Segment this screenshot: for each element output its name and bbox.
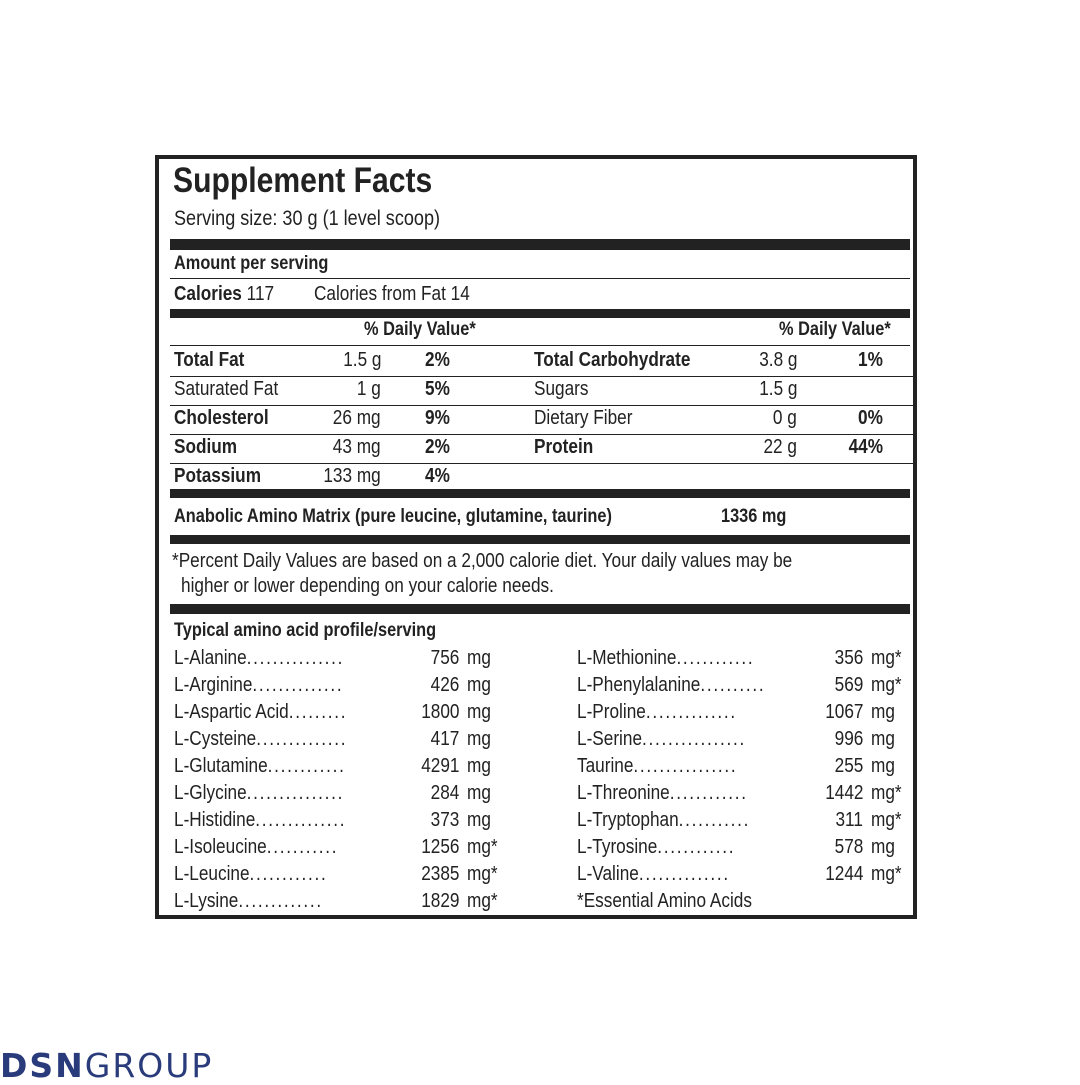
amino-dots: .............. bbox=[256, 728, 348, 750]
nutrient-name bbox=[174, 407, 284, 430]
amino-unit-text: mg bbox=[871, 755, 895, 777]
nutrient-amount bbox=[719, 378, 797, 401]
amino-value-text: 2385 bbox=[420, 863, 459, 885]
nutrient-amount-text: 26 mg bbox=[333, 407, 381, 429]
amino-name-dots bbox=[577, 836, 735, 859]
amino-name-dots bbox=[174, 755, 346, 778]
nutrient-amount bbox=[719, 407, 797, 430]
nutrient-dv bbox=[425, 436, 454, 459]
dv-header-left: % Daily Value* bbox=[364, 319, 476, 340]
amino-name-dots bbox=[577, 755, 737, 778]
amino-value-text: 373 bbox=[430, 809, 459, 831]
amino-name-dots bbox=[577, 701, 737, 724]
amino-unit bbox=[871, 863, 907, 886]
calories-from-fat: Calories from Fat 14 bbox=[314, 283, 470, 305]
amino-name-dots bbox=[577, 809, 750, 832]
amino-dots: ........... bbox=[266, 836, 339, 858]
nutrient-dv-text: 44% bbox=[848, 436, 883, 458]
row-divider bbox=[170, 376, 915, 377]
amino-value bbox=[803, 755, 863, 778]
amino-unit bbox=[467, 755, 495, 778]
amino-value bbox=[803, 863, 863, 886]
amino-dots: .............. bbox=[252, 674, 344, 696]
amino-name-dots bbox=[174, 863, 328, 886]
amino-unit-text: mg bbox=[467, 728, 491, 750]
nutrient-dv-text: 2% bbox=[425, 436, 450, 458]
nutrient-name bbox=[534, 349, 716, 372]
amino-value-text: 356 bbox=[834, 647, 863, 669]
amino-name-dots bbox=[174, 728, 347, 751]
amino-unit bbox=[871, 701, 899, 724]
row-divider bbox=[170, 463, 915, 464]
amino-dots: ............... bbox=[246, 782, 345, 804]
nutrient-name-text: Total Carbohydrate bbox=[534, 349, 691, 371]
nutrient-amount bbox=[289, 465, 381, 488]
amino-value bbox=[803, 782, 863, 805]
nutrient-dv-text: 0% bbox=[858, 407, 883, 429]
amino-name: L-Histidine bbox=[174, 809, 256, 831]
nutrient-dv bbox=[819, 436, 883, 459]
amino-name: L-Serine bbox=[577, 728, 643, 750]
amino-value bbox=[399, 863, 459, 886]
amino-value bbox=[803, 836, 863, 859]
amino-value bbox=[803, 728, 863, 751]
nutrient-dv-text: 2% bbox=[425, 349, 450, 371]
amino-unit-text: mg bbox=[467, 782, 491, 804]
nutrient-amount-text: 22 g bbox=[763, 436, 797, 458]
nutrient-amount-text: 1.5 g bbox=[758, 378, 797, 400]
divider-thick bbox=[170, 604, 910, 614]
amino-dots: ............ bbox=[267, 755, 346, 777]
calories-value: 117 bbox=[246, 283, 275, 305]
amino-name-dots bbox=[174, 647, 344, 670]
nutrient-amount bbox=[719, 349, 797, 372]
nutrient-name-text: Protein bbox=[534, 436, 594, 458]
row-divider bbox=[170, 405, 915, 406]
amino-name-dots bbox=[174, 809, 346, 832]
nutrient-dv bbox=[425, 349, 454, 372]
amino-name: L-Arginine bbox=[174, 674, 253, 696]
amino-value bbox=[803, 701, 863, 724]
amino-value-text: 1800 bbox=[420, 701, 459, 723]
amino-dots: .............. bbox=[255, 809, 347, 831]
footnote-line2: higher or lower depending on your calorie needs. bbox=[181, 575, 554, 597]
amino-value bbox=[399, 890, 459, 913]
amino-unit-text: mg* bbox=[871, 809, 902, 831]
amino-name-dots bbox=[174, 674, 343, 697]
nutrient-dv bbox=[425, 465, 454, 488]
amino-unit bbox=[871, 728, 899, 751]
nutrient-name bbox=[174, 436, 247, 459]
amino-name: L-Tryptophan bbox=[577, 809, 679, 831]
nutrient-name bbox=[534, 436, 603, 459]
amino-value-text: 426 bbox=[430, 674, 459, 696]
nutrient-name-text: Potassium bbox=[174, 465, 261, 487]
amino-value bbox=[399, 728, 459, 751]
amino-unit bbox=[467, 863, 503, 886]
calories-row bbox=[174, 283, 290, 306]
amino-name: L-Isoleucine bbox=[174, 836, 267, 858]
amino-name: L-Lysine bbox=[174, 890, 239, 912]
amino-value-text: 1829 bbox=[420, 890, 459, 912]
amino-unit-text: mg bbox=[467, 674, 491, 696]
amount-per-serving: Amount per serving bbox=[174, 253, 329, 274]
nutrient-dv bbox=[819, 349, 883, 372]
amino-unit bbox=[467, 647, 495, 670]
nutrient-amount-text: 43 mg bbox=[333, 436, 381, 458]
nutrient-amount bbox=[289, 378, 381, 401]
amino-dots: ............ bbox=[676, 647, 755, 669]
amino-unit-text: mg* bbox=[467, 863, 498, 885]
amino-name: L-Threonine bbox=[577, 782, 670, 804]
amino-unit-text: mg* bbox=[467, 836, 498, 858]
amino-unit-text: mg* bbox=[871, 863, 902, 885]
amino-unit bbox=[871, 782, 907, 805]
divider-thin bbox=[170, 345, 910, 346]
nutrient-name-text: Sugars bbox=[534, 378, 589, 400]
nutrient-amount-text: 3.8 g bbox=[758, 349, 797, 371]
matrix-value: 1336 mg bbox=[721, 506, 787, 527]
amino-name: L-Leucine bbox=[174, 863, 250, 885]
amino-name-dots bbox=[577, 728, 746, 751]
divider-thick bbox=[170, 489, 910, 498]
divider-thick bbox=[170, 239, 910, 250]
nutrient-name bbox=[534, 407, 648, 430]
amino-unit bbox=[467, 836, 503, 859]
amino-dots: .............. bbox=[638, 863, 730, 885]
amino-value bbox=[399, 836, 459, 859]
amino-value-text: 1256 bbox=[420, 836, 459, 858]
amino-header: Typical amino acid profile/serving bbox=[174, 620, 437, 641]
amino-unit-text: mg bbox=[871, 836, 895, 858]
nutrient-amount-text: 0 g bbox=[773, 407, 797, 429]
supplement-facts-panel bbox=[155, 155, 917, 919]
amino-value bbox=[399, 782, 459, 805]
divider-thin bbox=[170, 278, 910, 279]
footnote-line1: *Percent Daily Values are based on a 2,000 calorie diet. Your daily values may be bbox=[172, 550, 793, 572]
amino-name: L-Glutamine bbox=[174, 755, 268, 777]
amino-value bbox=[399, 701, 459, 724]
amino-dots: ................ bbox=[642, 728, 747, 750]
amino-name-dots bbox=[577, 782, 748, 805]
amino-value bbox=[803, 674, 863, 697]
nutrient-amount bbox=[719, 436, 797, 459]
nutrient-name bbox=[174, 349, 256, 372]
amino-name: L-Glycine bbox=[174, 782, 247, 804]
amino-value-text: 311 bbox=[835, 809, 863, 831]
nutrient-amount-text: 1.5 g bbox=[342, 349, 381, 371]
nutrient-dv bbox=[425, 407, 454, 430]
nutrient-name-text: Cholesterol bbox=[174, 407, 269, 429]
amino-dots: ............. bbox=[238, 890, 323, 912]
nutrient-name bbox=[534, 378, 597, 401]
amino-unit-text: mg* bbox=[871, 782, 902, 804]
amino-value-text: 1067 bbox=[824, 701, 863, 723]
amino-dots: ............ bbox=[657, 836, 736, 858]
amino-value-text: 1244 bbox=[824, 863, 863, 885]
amino-name: L-Methionine bbox=[577, 647, 677, 669]
nutrient-amount bbox=[289, 436, 381, 459]
amino-name-dots bbox=[174, 890, 323, 913]
amino-unit bbox=[871, 836, 899, 859]
amino-value-text: 756 bbox=[430, 647, 459, 669]
amino-unit-text: mg bbox=[467, 701, 491, 723]
amino-unit-text: mg bbox=[467, 755, 491, 777]
amino-value-text: 578 bbox=[834, 836, 863, 858]
amino-value bbox=[399, 674, 459, 697]
divider-thick bbox=[170, 309, 910, 318]
nutrient-amount bbox=[289, 407, 381, 430]
amino-name-dots bbox=[174, 782, 344, 805]
amino-unit bbox=[467, 674, 495, 697]
amino-unit-text: mg bbox=[467, 647, 491, 669]
nutrient-dv-text: 5% bbox=[425, 378, 450, 400]
nutrient-dv-text: 4% bbox=[425, 465, 450, 487]
amino-dots: ............ bbox=[249, 863, 328, 885]
amino-unit bbox=[871, 809, 907, 832]
divider-thick bbox=[170, 535, 910, 544]
nutrient-name-text: Total Fat bbox=[174, 349, 245, 371]
calories-label: Calories bbox=[174, 283, 242, 305]
nutrient-amount bbox=[289, 349, 381, 372]
amino-name: L-Aspartic Acid bbox=[174, 701, 289, 723]
amino-unit-text: mg* bbox=[467, 890, 498, 912]
amino-dots: ................ bbox=[633, 755, 738, 777]
amino-unit-text: mg* bbox=[871, 674, 902, 696]
brand-part1: DSN bbox=[0, 1046, 85, 1085]
amino-unit bbox=[467, 701, 495, 724]
amino-value bbox=[399, 755, 459, 778]
nutrient-name-text: Sodium bbox=[174, 436, 238, 458]
amino-value bbox=[803, 809, 863, 832]
amino-unit-text: mg bbox=[871, 728, 895, 750]
brand-logo bbox=[0, 1046, 214, 1085]
dv-header-right: % Daily Value* bbox=[779, 319, 891, 340]
amino-dots: .......... bbox=[700, 674, 766, 696]
nutrient-dv bbox=[425, 378, 454, 401]
amino-name: L-Cysteine bbox=[174, 728, 257, 750]
amino-unit bbox=[467, 728, 495, 751]
serving-size: Serving size: 30 g (1 level scoop) bbox=[174, 207, 441, 230]
amino-name: L-Proline bbox=[577, 701, 646, 723]
brand-part2: GROUP bbox=[84, 1046, 214, 1085]
amino-dots: ........... bbox=[678, 809, 751, 831]
nutrient-name-text: Saturated Fat bbox=[174, 378, 279, 400]
amino-unit-text: mg bbox=[871, 701, 895, 723]
amino-value-text: 284 bbox=[430, 782, 459, 804]
nutrient-name-text: Dietary Fiber bbox=[534, 407, 633, 429]
amino-dots: ......... bbox=[288, 701, 348, 723]
amino-name: L-Phenylalanine bbox=[577, 674, 701, 696]
panel-title: Supplement Facts bbox=[173, 161, 433, 200]
amino-name: L-Valine bbox=[577, 863, 639, 885]
amino-dots: ............... bbox=[246, 647, 345, 669]
amino-unit bbox=[467, 890, 503, 913]
amino-value-text: 417 bbox=[430, 728, 459, 750]
nutrient-name bbox=[174, 465, 275, 488]
amino-name-dots bbox=[577, 863, 730, 886]
amino-dots: .............. bbox=[645, 701, 737, 723]
amino-dots: ............ bbox=[669, 782, 748, 804]
nutrient-dv-text: 9% bbox=[425, 407, 450, 429]
amino-unit-text: mg* bbox=[871, 647, 902, 669]
amino-unit bbox=[871, 674, 907, 697]
amino-name-dots bbox=[577, 647, 754, 670]
amino-name-dots bbox=[174, 701, 347, 724]
amino-value bbox=[399, 647, 459, 670]
amino-unit bbox=[467, 809, 495, 832]
matrix-label: Anabolic Amino Matrix (pure leucine, glutamine, taurine) bbox=[174, 506, 612, 527]
amino-unit bbox=[871, 755, 899, 778]
amino-value bbox=[803, 647, 863, 670]
amino-value-text: 4291 bbox=[420, 755, 459, 777]
amino-name-dots bbox=[174, 836, 338, 859]
amino-value-text: 569 bbox=[834, 674, 863, 696]
amino-unit-text: mg bbox=[467, 809, 491, 831]
nutrient-dv bbox=[819, 407, 883, 430]
essential-note: *Essential Amino Acids bbox=[577, 890, 752, 912]
nutrient-dv-text: 1% bbox=[858, 349, 883, 371]
row-divider bbox=[170, 434, 915, 435]
nutrient-amount-text: 1 g bbox=[357, 378, 381, 400]
amino-name: Taurine bbox=[577, 755, 634, 777]
amino-value-text: 255 bbox=[834, 755, 863, 777]
nutrient-amount-text: 133 mg bbox=[323, 465, 381, 487]
amino-unit bbox=[467, 782, 495, 805]
amino-name: L-Alanine bbox=[174, 647, 247, 669]
nutrient-name bbox=[174, 378, 295, 401]
amino-value-text: 996 bbox=[834, 728, 863, 750]
amino-unit bbox=[871, 647, 907, 670]
amino-value-text: 1442 bbox=[824, 782, 863, 804]
amino-name-dots bbox=[577, 674, 765, 697]
amino-value bbox=[399, 809, 459, 832]
amino-name: L-Tyrosine bbox=[577, 836, 658, 858]
